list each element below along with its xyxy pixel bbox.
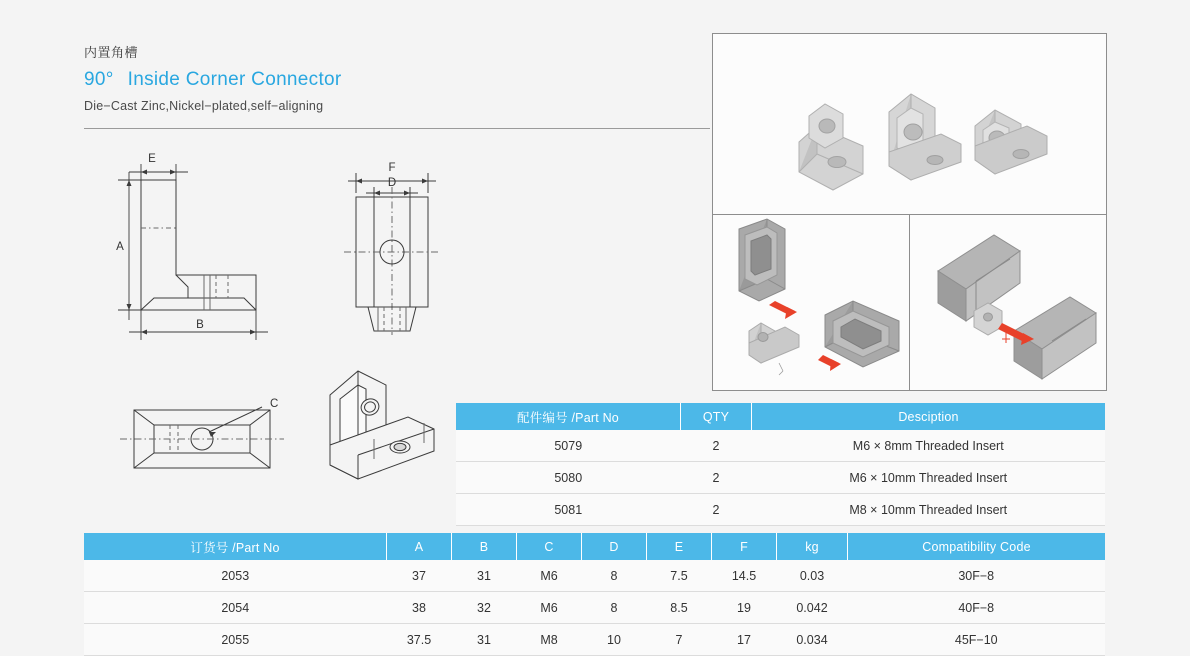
- cell-insert-qty: 2: [681, 462, 752, 494]
- cell-insert-qty: 2: [681, 430, 752, 462]
- col-b: B: [452, 533, 517, 560]
- cell-f: 19: [712, 592, 777, 624]
- cell-a: 38: [387, 592, 452, 624]
- main-table: [84, 533, 1105, 656]
- col-c: C: [517, 533, 582, 560]
- product-name: Inside Corner Connector: [127, 69, 342, 90]
- table-row: [84, 592, 1105, 624]
- page-header: [84, 44, 704, 115]
- three-brackets-render: [713, 34, 1106, 214]
- cell-kg: 0.042: [777, 592, 848, 624]
- cell-insert-qty: 2: [681, 494, 752, 526]
- cell-partno: 2055: [84, 624, 387, 656]
- isometric-bracket-drawing: [300, 355, 460, 530]
- table-row: [456, 462, 1105, 494]
- cell-insert-description: M6 × 10mm Threaded Insert: [752, 462, 1106, 494]
- top-view-drawing: [112, 395, 312, 485]
- cell-e: 7: [647, 624, 712, 656]
- dim-label-a: A: [116, 241, 124, 253]
- product-photo-panel-top: [712, 33, 1107, 215]
- cell-compatibility-code: 30F−8: [848, 560, 1106, 592]
- table-row: [456, 494, 1105, 526]
- cell-insert-partno: 5081: [456, 494, 681, 526]
- col-kg: kg: [777, 533, 848, 560]
- cell-b: 32: [452, 592, 517, 624]
- table-row: [456, 430, 1105, 462]
- assembly-render-right: [910, 215, 1106, 390]
- angle-value: 90°: [84, 69, 114, 90]
- cell-b: 31: [452, 624, 517, 656]
- front-view-drawing: [96, 150, 346, 360]
- cell-kg: 0.03: [777, 560, 848, 592]
- cell-c: M6: [517, 592, 582, 624]
- header-chinese-title: 内置角槽: [84, 45, 139, 60]
- col-f: F: [712, 533, 777, 560]
- assembly-render-left: [713, 215, 909, 390]
- cell-c: M8: [517, 624, 582, 656]
- cell-f: 17: [712, 624, 777, 656]
- insert-col-description: Desciption: [752, 403, 1106, 430]
- page-title: [84, 66, 704, 94]
- dim-label-d: D: [387, 177, 397, 189]
- cell-partno: 2053: [84, 560, 387, 592]
- dim-label-c: C: [270, 398, 279, 410]
- cell-c: M6: [517, 560, 582, 592]
- cell-partno: 2054: [84, 592, 387, 624]
- cell-compatibility-code: 45F−10: [848, 624, 1106, 656]
- dim-label-e: E: [148, 153, 156, 165]
- cell-kg: 0.034: [777, 624, 848, 656]
- dim-label-f: F: [388, 162, 396, 174]
- table-header-row: [84, 533, 1105, 560]
- assembly-illustration-left: [712, 214, 910, 391]
- col-partno: 订货号 /Part No: [84, 533, 387, 560]
- col-d: D: [582, 533, 647, 560]
- cell-insert-description: M8 × 10mm Threaded Insert: [752, 494, 1106, 526]
- col-compatibility-code: Compatibility Code: [848, 533, 1106, 560]
- insert-col-partno: 配件编号 /Part No: [456, 403, 681, 430]
- assembly-illustration-right: [909, 214, 1107, 391]
- insert-col-qty: QTY: [681, 403, 752, 430]
- cell-b: 31: [452, 560, 517, 592]
- side-view-drawing: [334, 135, 464, 335]
- specification-table: [84, 533, 1105, 656]
- col-e: E: [647, 533, 712, 560]
- cell-e: 7.5: [647, 560, 712, 592]
- cell-insert-partno: 5080: [456, 462, 681, 494]
- table-row: [84, 560, 1105, 592]
- cell-d: 8: [582, 592, 647, 624]
- cell-insert-description: M6 × 8mm Threaded Insert: [752, 430, 1106, 462]
- cell-d: 8: [582, 560, 647, 592]
- cell-insert-partno: 5079: [456, 430, 681, 462]
- cell-compatibility-code: 40F−8: [848, 592, 1106, 624]
- dim-label-b: B: [196, 319, 204, 331]
- table-row: [84, 624, 1105, 656]
- cell-e: 8.5: [647, 592, 712, 624]
- header-subtitle: Die−Cast Zinc,Nickel−plated,self−aligning: [84, 99, 324, 113]
- threaded-insert-table: [456, 403, 1105, 526]
- cell-a: 37: [387, 560, 452, 592]
- cell-f: 14.5: [712, 560, 777, 592]
- cell-d: 10: [582, 624, 647, 656]
- table-header-row: [456, 403, 1105, 430]
- cell-a: 37.5: [387, 624, 452, 656]
- insert-table: [456, 403, 1105, 526]
- col-a: A: [387, 533, 452, 560]
- header-divider: [84, 128, 710, 129]
